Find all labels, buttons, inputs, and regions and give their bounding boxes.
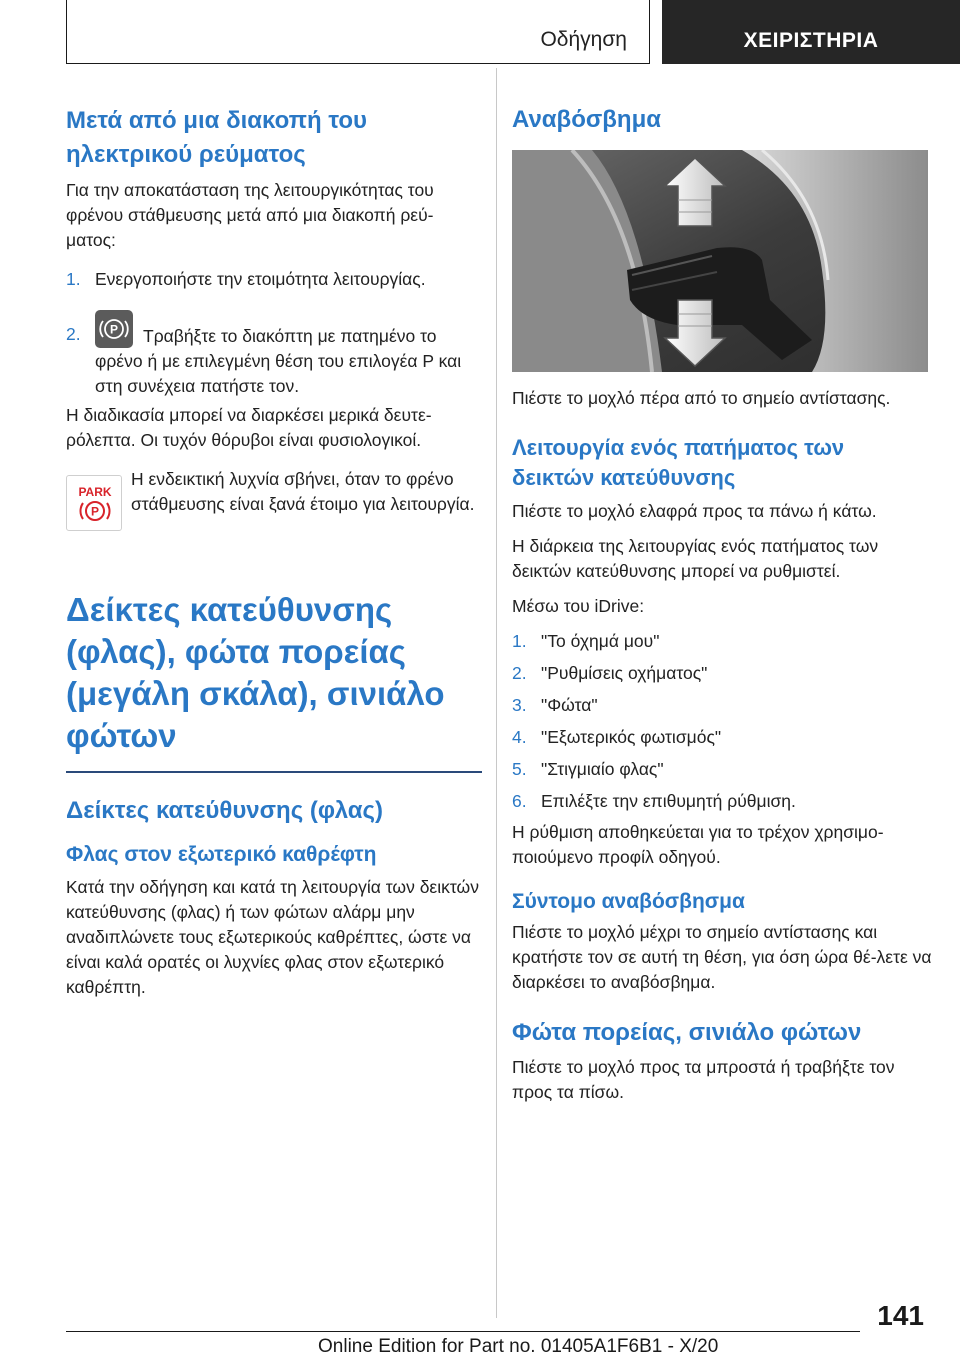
list-item (66, 267, 482, 292)
tap-text-2: Η διάρκεια της λειτουργίας ενός πατήματος των δεικτών κατεύθυνσης μπορεί να ρυθμιστεί. (512, 536, 879, 581)
stalk-photo (512, 150, 928, 372)
high-beam-heading: Φώτα πορείας, σινιάλο φώτων (512, 1019, 862, 1046)
mirror-heading: Φλας στον εξωτερικό καθρέφτη (66, 843, 377, 866)
park-note: Η ενδεικτική λυχνία σβήνει, όταν το φρένο στάθμευσης είναι ξανά έτοιμο για λειτουργία. (131, 469, 475, 514)
step-text: "Φώτα" (541, 695, 598, 715)
step-number: 4. (512, 727, 527, 747)
footer-edition: Online Edition for Part no. 01405A1F6B1 - X/20 (318, 1336, 719, 1357)
list-item (512, 629, 932, 654)
chapter-tab (662, 0, 960, 64)
step-text: Επιλέξτε την επιθυμητή ρύθμιση. (541, 791, 796, 811)
power-intro: Για την αποκατάσταση της λειτουργικότητας του φρένου στάθμευσης μετά από μια διακοπή ρεύ-ματος: (66, 180, 434, 250)
chapter-title: ΧΕΙΡΙΣΤΗΡΙΑ (743, 29, 879, 52)
short-text: Πιέστε το μοχλό μέχρι το σημείο αντίστασης και κρατήστε τον σε αυτή τη θέση, για όση ώρα θέ-λετε να διαρκέσει το αναβόσβημα. (512, 922, 932, 992)
svg-text:P: P (109, 322, 119, 337)
short-heading: Σύντομο αναβόσβησμα (512, 890, 745, 913)
process-note: Η διαδικασία μπορεί να διαρκέσει μερικά δευτε-ρόλεπτα. Οι τυχόν θόρυβοι είναι φυσιολογικοί. (66, 405, 432, 450)
idrive-steps (512, 629, 932, 814)
main-heading: Δείκτες κατεύθυνσης (φλας), φώτα πορείας (μεγάλη σκάλα), σινιάλο φώτων (66, 591, 445, 754)
tap-text-1: Πιέστε το μοχλό ελαφρά προς τα πάνω ή κάτω. (512, 501, 877, 521)
step-text: "Το όχημά μου" (541, 631, 660, 651)
park-warning-icon (66, 475, 122, 531)
step-text: Ενεργοποιήστε την ετοιμότητα λειτουργίας. (95, 269, 426, 289)
blink-heading: Αναβόσβημα (512, 106, 662, 133)
park-note-block (66, 467, 482, 547)
high-beam-text: Πιέστε το μοχλό προς τα μπροστά ή τραβήξτε τον προς τα πίσω. (512, 1057, 895, 1102)
section-title: Οδήγηση (540, 28, 627, 51)
right-column (512, 104, 932, 1105)
parking-brake-icon (95, 310, 133, 348)
power-heading: Μετά από μια διακοπή του ηλεκτρικού ρεύματος (66, 107, 368, 168)
turn-heading: Δείκτες κατεύθυνσης (φλας) (66, 797, 384, 824)
step-number: 5. (512, 759, 527, 779)
idrive-intro: Μέσω του iDrive: (512, 596, 645, 616)
tap-heading: Λειτουργία ενός πατήματος των δεικτών κατεύθυνσης (512, 435, 845, 490)
list-item (512, 693, 932, 718)
park-icon-text: PARK (78, 485, 112, 499)
footer-rule (66, 1331, 860, 1332)
photo-caption: Πιέστε το μοχλό πέρα από το σημείο αντίστασης. (512, 388, 891, 408)
step-number: 3. (512, 695, 527, 715)
power-steps (66, 267, 482, 399)
saved-note: Η ρύθμιση αποθηκεύεται για το τρέχον χρησιμο-ποιούμενο προφίλ οδηγού. (512, 822, 884, 867)
step-number: 2. (512, 663, 527, 683)
list-item (512, 789, 932, 814)
list-item (512, 725, 932, 750)
step-text: "Ρυθμίσεις οχήματος" (541, 663, 708, 683)
left-column (66, 104, 482, 1000)
heading-rule (66, 771, 482, 773)
step-number: 6. (512, 791, 527, 811)
header-section-box (66, 0, 650, 64)
column-divider (496, 68, 497, 1318)
list-item (512, 661, 932, 686)
park-icon-symbol: P (90, 504, 100, 519)
list-item (512, 757, 932, 782)
page-number: 141 (877, 1300, 924, 1331)
list-item (66, 310, 482, 399)
step-text: "Εξωτερικός φωτισμός" (541, 727, 722, 747)
step-text: "Στιγμιαίο φλας" (541, 759, 664, 779)
mirror-text: Κατά την οδήγηση και κατά τη λειτουργία των δεικτών κατεύθυνσης (φλας) ή των φώτων αλάρμ μην αναδιπλώνετε τους εξωτερικούς καθρέπτες, ώστε να είναι καλά ορατές οι λυχνίες φλας στον εξωτερικό καθρέπτη. (66, 877, 479, 997)
step-number: 2. (66, 324, 81, 344)
step-text: Τραβήξτε το διακόπτη με πατημένο το φρένο ή με επιλεγμένη θέση του επιλογέα P και στη συνέχεια πατήστε τον. (95, 326, 462, 396)
step-number: 1. (66, 269, 81, 289)
step-number: 1. (512, 631, 527, 651)
